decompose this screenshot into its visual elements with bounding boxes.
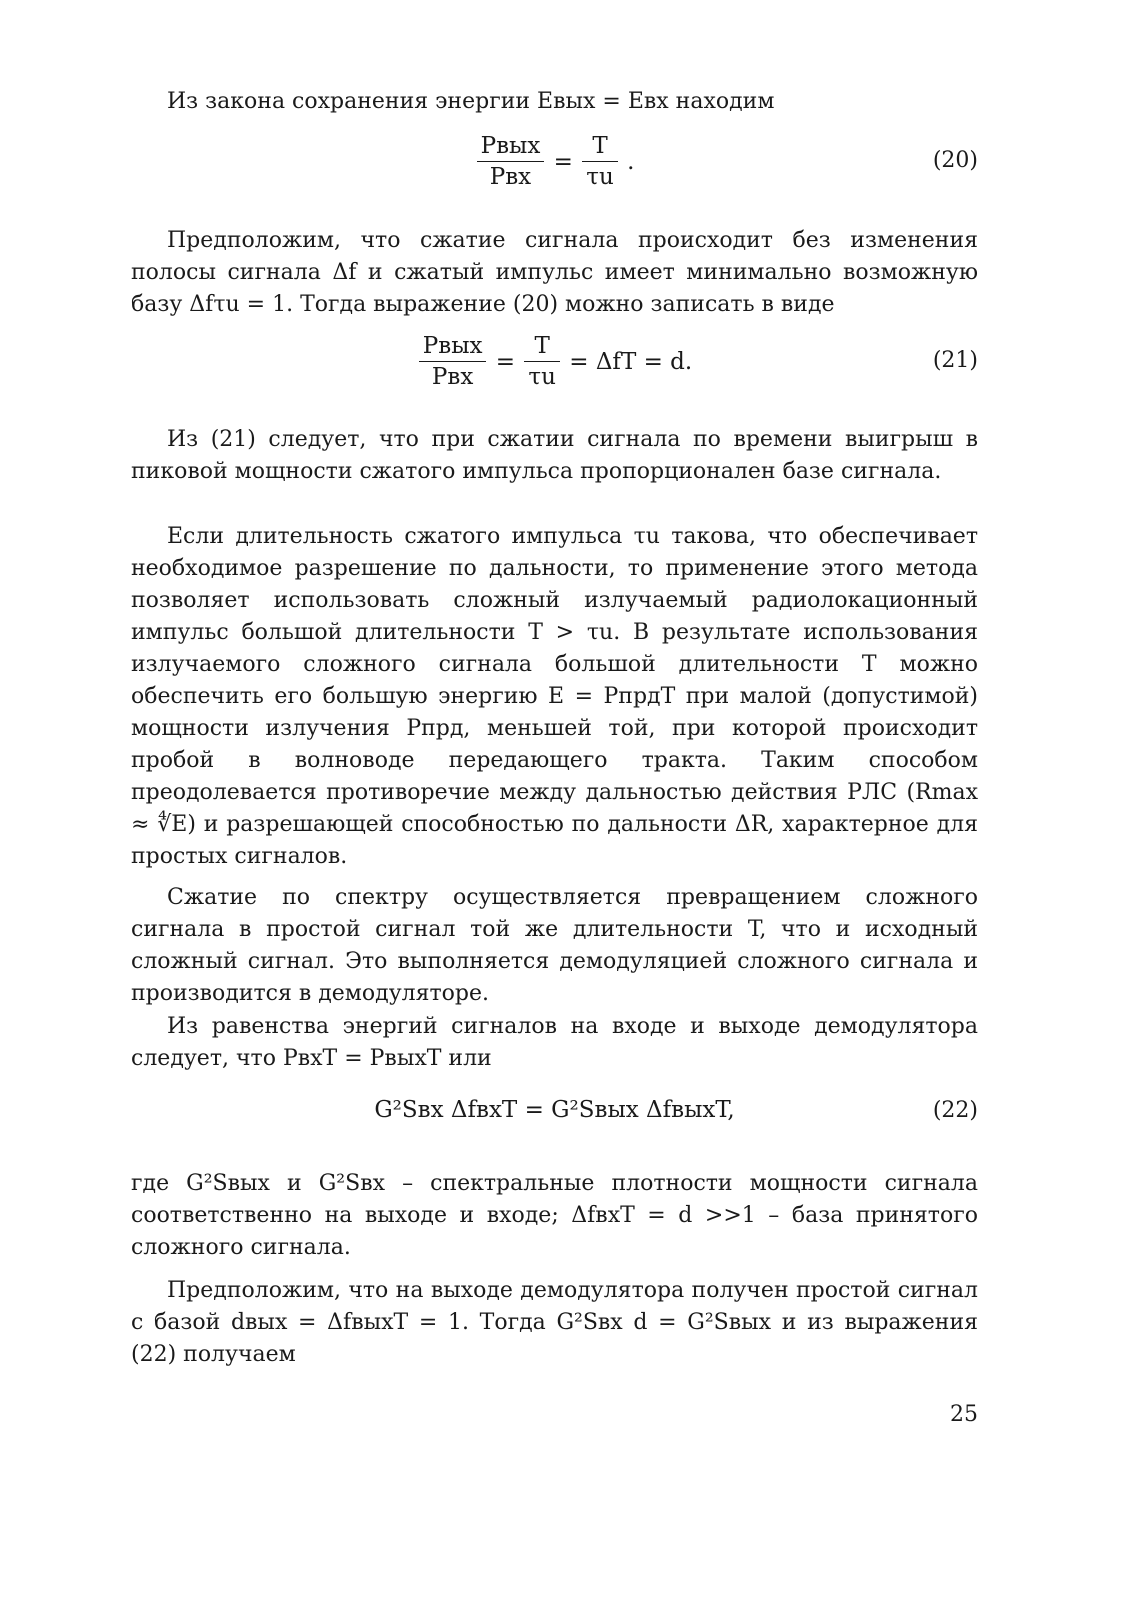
equation-21 bbox=[131, 333, 978, 390]
page-number: 25 bbox=[950, 1402, 978, 1427]
numerator: T bbox=[524, 333, 560, 362]
equation-tail: = ΔfT = d. bbox=[569, 348, 693, 375]
equation-number-22: (22) bbox=[932, 1098, 978, 1123]
paragraph-energy-equality: Из равенства энергий сигналов на входе и выходе демодулятора следует, что PвхT = PвыхT или bbox=[131, 1014, 978, 1071]
fraction-duration-ratio bbox=[582, 133, 618, 190]
paragraph-assumption: Предположим, что сжатие сигнала происходит без изменения полосы сигнала Δf и сжатый импульс имеет минимально возможную базу Δfτu = 1. Тогда выражение (20) можно записать в виде bbox=[131, 228, 978, 317]
equals-sign: = bbox=[495, 348, 516, 375]
paragraph-gain: Из (21) следует, что при сжатии сигнала по времени выигрыш в пиковой мощности сжатого импульса пропорционален базе сигнала. bbox=[131, 427, 978, 484]
equation-body: G²Sвх ΔfвхT = G²Sвых ΔfвыхT, bbox=[374, 1097, 735, 1123]
fraction-power-ratio bbox=[477, 133, 545, 190]
equation-22 bbox=[131, 1096, 978, 1123]
paragraph-spectrum-compression: Сжатие по спектру осуществляется превращением сложного сигнала в простой сигнал той же длительности T, что и исходный сложный сигнал. Это выполняется демодуляцией сложного сигнала и производится в демодуляторе. bbox=[131, 885, 978, 1006]
equals-sign: = bbox=[553, 148, 573, 175]
numerator: T bbox=[582, 133, 618, 162]
equation-number-21: (21) bbox=[932, 348, 978, 373]
equation-number-20: (20) bbox=[932, 148, 978, 173]
denominator: τu bbox=[528, 364, 556, 390]
numerator: Pвых bbox=[419, 333, 487, 362]
equation-20 bbox=[131, 133, 978, 190]
paragraph-energy-law: Из закона сохранения энергии Eвых = Eвх находим bbox=[167, 89, 775, 114]
paragraph-duration: Если длительность сжатого импульса τu такова, что обеспечивает необходимое разрешение по дальности, то применение этого метода позволяет использовать сложный излучаемый радиолокационный импульс большой длительности T > τu. В результате использования излучаемого сложного сигнала большой длительности T можно обеспечить его большую энергию E = PпрдT при малой (допустимой) мощности излучения Pпрд, меньшей той, при которой происходит пробой в волноводе передающего тракта. Таким способом преодолевается противоречие между дальностью действия РЛС (Rmax ≈ ∜E) и разрешающей способностью по дальности ΔR, характерное для простых сигналов. bbox=[131, 524, 978, 869]
denominator: τu bbox=[586, 164, 614, 190]
equation-tail: . bbox=[627, 148, 635, 175]
paragraph-spectral-density: где G²Sвых и G²Sвх – спектральные плотности мощности сигнала соответственно на выходе и входе; ΔfвхT = d >>1 – база принятого сложного сигнала. bbox=[131, 1171, 978, 1260]
denominator: Pвх bbox=[431, 364, 474, 390]
fraction-power-ratio bbox=[419, 333, 487, 390]
denominator: Pвх bbox=[489, 164, 532, 190]
numerator: Pвых bbox=[477, 133, 545, 162]
paragraph-simple-signal: Предположим, что на выходе демодулятора получен простой сигнал с базой dвых = ΔfвыхT = 1. Тогда G²Sвх d = G²Sвых и из выражения (22) получаем bbox=[131, 1278, 978, 1367]
fraction-duration-ratio bbox=[524, 333, 560, 390]
